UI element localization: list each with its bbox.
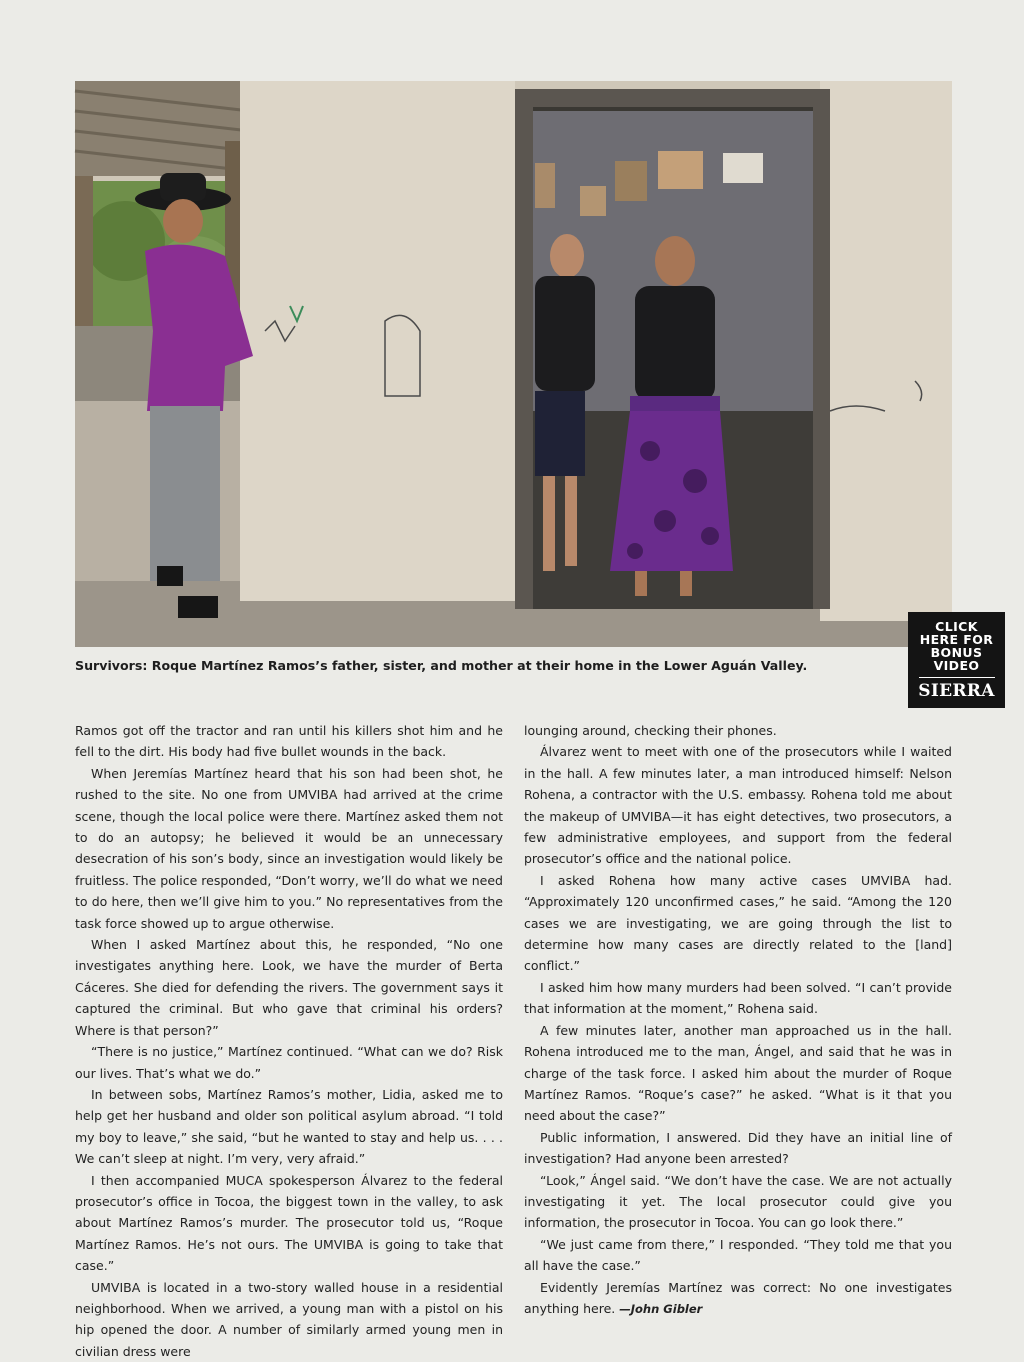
paragraph: A few minutes later, another man approached us in the hall. Rohena introduced me to the man, Ángel, and said that he was in charge of the task force. I asked him about the murder of Roque Martínez Ramos. “Roque’s case?” he asked. “What is it that you need about the case?”	[524, 1022, 952, 1124]
paragraph: Ramos got off the tractor and ran until his killers shot him and he fell to the dirt. His body had five bullet wounds in the back.	[75, 723, 503, 760]
paragraph: I asked him how many murders had been solved. “I can’t provide that information at the moment,” Rohena said.	[524, 979, 952, 1017]
paragraph: In between sobs, Martínez Ramos’s mother, Lidia, asked me to help get her husband and older son political asylum abroad. “I told my boy to leave,” she said, “but he wanted to stay and help us. . . . We can’t sleep at night. I’m very, very afraid.”	[75, 1086, 503, 1167]
badge-divider	[919, 677, 995, 678]
paragraph-text: Evidently Jeremías Martínez was correct: No one investigates anything here.	[524, 1279, 952, 1316]
author-byline: —John Gibler	[619, 1301, 703, 1316]
paragraph: “There is no justice,” Martínez continued. “What can we do? Risk our lives. That’s what we do.”	[75, 1044, 503, 1081]
paragraph: I then accompanied MUCA spokesperson Álvarez to the federal prosecutor’s office in Tocoa, the biggest town in the valley, to ask about Martínez Ramos’s murder. The prosecutor told us, “Roque Martínez Ramos. He’s not ours. The UMVIBA is going to take that case.”	[75, 1172, 503, 1274]
final-paragraph	[524, 1277, 952, 1321]
paragraph: lounging around, checking their phones.	[524, 723, 777, 738]
paragraph: “We just came from there,” I responded. “They told me that you all have the case.”	[524, 1236, 952, 1274]
bonus-video-label: CLICK HERE FOR BONUS VIDEO	[919, 619, 994, 673]
photo-caption: Survivors: Roque Martínez Ramos’s father, sister, and mother at their home in the Lower Aguán Valley.	[75, 658, 808, 673]
paragraph: When Jeremías Martínez heard that his son had been shot, he rushed to the site. No one from UMVIBA had arrived at the crime scene, though the local police were there. Martínez asked them not to do an autopsy; he believed it would be an unnecessary desecration of his son’s body, since an investigation would likely be fruitless. The police responded, “Don’t worry, we’ll do what we need to do here, then we’ll give him to you.” No representatives from the task force showed up to argue otherwise.	[75, 765, 503, 931]
paragraph: I asked Rohena how many active cases UMVIBA had. “Approximately 120 unconfirmed cases,” he said. “Among the 120 cases we are investigating, we are going through the list to determine how many cases are directly related to the [land] conflict.”	[524, 872, 952, 974]
sierra-logo: SIERRA	[918, 681, 995, 701]
paragraph: UMVIBA is located in a two-story walled house in a residential neighborhood. When we arrived, a young man with a pistol on his hip opened the door. A number of similarly armed young men in civilian dress were	[75, 1279, 503, 1359]
paragraph: “Look,” Ángel said. “We don’t have the case. We are not actually investigating it yet. The local prosecutor could give you information, the prosecutor in Tocoa. You can go look there.”	[524, 1172, 952, 1231]
article-column-right	[524, 720, 952, 1320]
paragraph: Álvarez went to meet with one of the prosecutors while I waited in the hall. A few minutes later, a man introduced himself: Nelson Rohena, a contractor with the U.S. embassy. Rohena told me about the makeup of UMVIBA—it has eight detectives, two prosecutors, a few administrative employees, and support from the federal prosecutor’s office and the national police.	[524, 744, 952, 867]
article-column-left	[75, 720, 503, 1362]
paragraph: When I asked Martínez about this, he responded, “No one investigates anything here. Look, we have the murder of Berta Cáceres. She died for defending the rivers. The government says it captured the criminal. But who gave that criminal his orders? Where is that person?”	[75, 937, 503, 1038]
paragraph: Public information, I answered. Did they have an initial line of investigation? Had anyone been arrested?	[524, 1129, 952, 1167]
photo-illustration	[75, 81, 952, 647]
